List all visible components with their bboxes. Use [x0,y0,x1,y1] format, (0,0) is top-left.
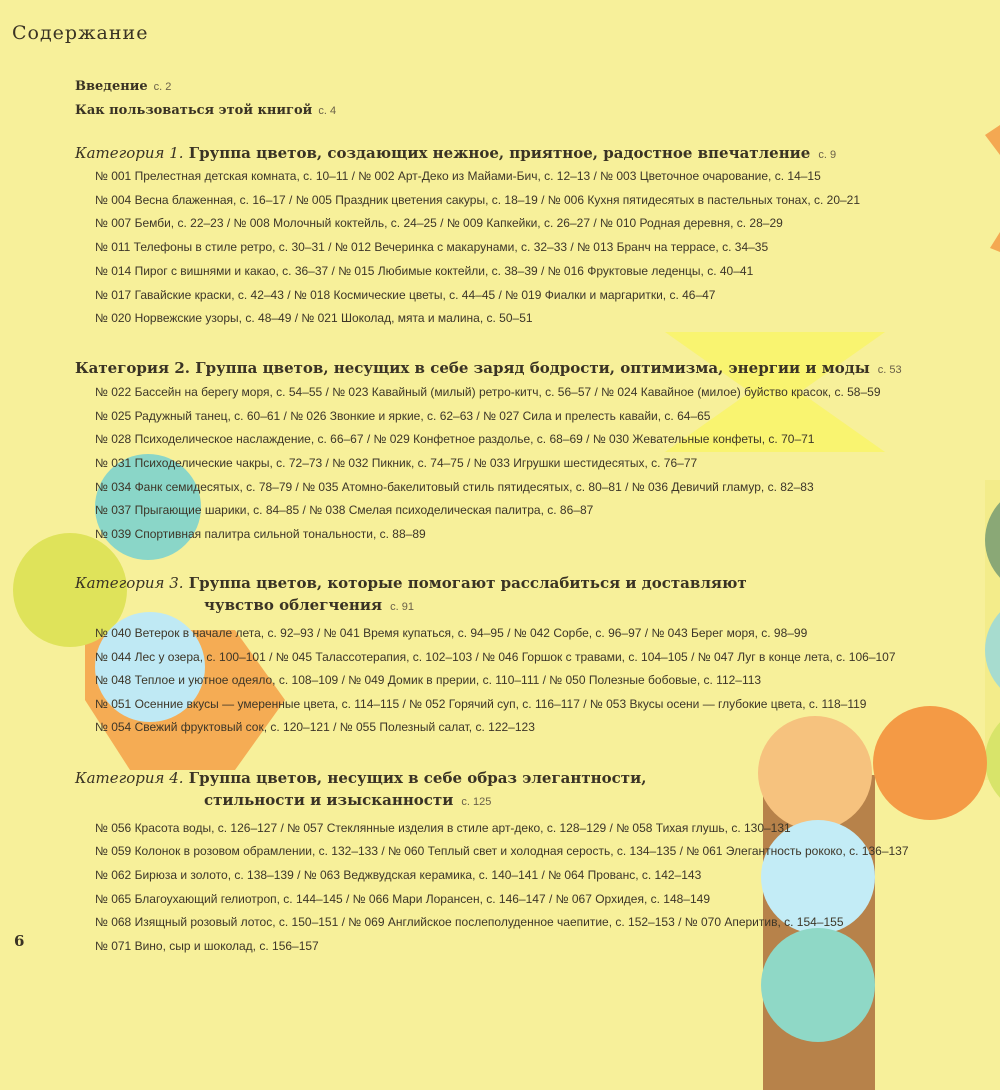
toc-line: № 031 Психоделические чакры, с. 72–73 / № 032 Пикник, с. 74–75 / № 033 Игрушки шестидесятых, с. 76–77 [95,456,698,470]
peach-circle-br [758,716,872,830]
toc-line: № 022 Бассейн на берегу моря, с. 54–55 / № 023 Кавайный (милый) ретро-китч, с. 56–57 / № 024 Кавайное (милое) буйство красок, с. 58–59 [95,385,881,399]
category-page: с. 125 [461,796,492,808]
category-prefix: Категория 3. [75,574,184,592]
toc-line: № 062 Бирюза и золото, с. 138–139 / № 063 Веджвудская керамика, с. 140–141 / № 064 Прованс, с. 142–143 [95,868,702,882]
toc-entry-page: с. 4 [318,105,337,117]
toc-line: № 054 Свежий фруктовый сок, с. 120–121 / № 055 Полезный салат, с. 122–123 [95,720,535,734]
toc-line: № 056 Красота воды, с. 126–127 / № 057 Стеклянные изделия в стиле арт-деко, с. 128–129 / № 058 Тихая глушь, с. 130–131 [95,821,791,835]
category-page: с. 91 [390,601,414,613]
toc-line: № 065 Благоухающий гелиотроп, с. 144–145 / № 066 Мари Лорансен, с. 146–147 / № 067 Орхидея, с. 148–149 [95,892,711,906]
orange-triangle-top [985,125,1000,155]
toc-line: № 068 Изящный розовый лотос, с. 150–151 / № 069 Английское послеполуденное чаепитие, с. 152–153 / № 070 Аперитив, с. 154–155 [95,915,844,929]
toc-line: № 037 Прыгающие шарики, с. 84–85 / № 038 Смелая психоделическая палитра, с. 86–87 [95,503,594,517]
toc-line: № 001 Прелестная детская комната, с. 10–11 / № 002 Арт-Деко из Майами-Бич, с. 12–13 / № 003 Цветочное очарование, с. 14–15 [95,169,821,183]
category-title: Группа цветов, создающих нежное, приятное, радостное впечатление [188,144,811,162]
category-title-cont: чувство облегчения [204,596,383,614]
category-title: Группа цветов, несущих в себе образ элегантности, [188,769,647,787]
orange-triangle-mid [990,232,1000,252]
category-prefix: Категория 4. [75,769,184,787]
toc-line: № 040 Ветерок в начале лета, с. 92–93 / № 041 Время купаться, с. 94–95 / № 042 Сорбе, с. 96–97 / № 043 Берег моря, с. 98–99 [95,626,808,640]
toc-entry-label: Введение [75,79,148,94]
toc-line: № 011 Телефоны в стиле ретро, с. 30–31 / № 012 Вечеринка с макарунами, с. 32–33 / № 013 Бранч на террасе, с. 34–35 [95,240,769,254]
category-1-heading [75,142,836,166]
category-3-heading [75,572,747,618]
category-2-heading [75,357,902,381]
toc-line: № 007 Бемби, с. 22–23 / № 008 Молочный коктейль, с. 24–25 / № 009 Капкейки, с. 26–27 / № 010 Родная деревня, с. 28–29 [95,216,783,230]
toc-line: № 071 Вино, сыр и шоколад, с. 156–157 [95,939,319,953]
category-prefix: Категория 1. [75,144,184,162]
category-page: с. 9 [818,149,837,161]
toc-entry-page: с. 2 [153,81,172,93]
category-title-cont: стильности и изысканности [204,791,454,809]
toc-line: № 044 Лес у озера, с. 100–101 / № 045 Талассотерапия, с. 102–103 / № 046 Горшок с травами, с. 104–105 / № 047 Луг в конце лета, с. 106–107 [95,650,896,664]
toc-entry-how-to-use [75,103,336,118]
toc-line: № 034 Фанк семидесятых, с. 78–79 / № 035 Атомно-бакелитовый стиль пятидесятых, с. 80–81 / № 036 Девичий гламур, с. 82–83 [95,480,814,494]
category-title: Группа цветов, несущих в себе заряд бодрости, оптимизма, энергии и моды [195,359,870,377]
toc-line: № 039 Спортивная палитра сильной тональности, с. 88–89 [95,527,426,541]
toc-entry-label: Как пользоваться этой книгой [75,103,313,118]
toc-entry-intro [75,79,171,94]
toc-line: № 048 Теплое и уютное одеяло, с. 108–109 / № 049 Домик в прерии, с. 110–111 / № 050 Полезные бобовые, с. 112–113 [95,673,762,687]
category-4-heading [75,767,646,813]
orange-circle-br [873,706,987,820]
toc-line: № 028 Психоделическое наслаждение, с. 66–67 / № 029 Конфетное раздолье, с. 68–69 / № 030 Жевательные конфеты, с. 70–71 [95,432,815,446]
toc-line: № 059 Колонок в розовом обрамлении, с. 132–133 / № 060 Теплый свет и холодная серость, с. 134–135 / № 061 Элегантность рококо, с. 136–137 [95,844,909,858]
page-number: 6 [14,932,25,950]
toc-line: № 051 Осенние вкусы — умеренные цвета, с. 114–115 / № 052 Горячий суп, с. 116–117 / № 053 Вкусы осени — глубокие цвета, с. 118–119 [95,697,867,711]
category-page: с. 53 [877,364,902,376]
toc-line: № 014 Пирог с вишнями и какао, с. 36–37 / № 015 Любимые коктейли, с. 38–39 / № 016 Фруктовые леденцы, с. 40–41 [95,264,754,278]
toc-line: № 025 Радужный танец, с. 60–61 / № 026 Звонкие и яркие, с. 62–63 / № 027 Сила и прелесть кавайи, с. 64–65 [95,409,711,423]
page-title: Содержание [12,22,149,44]
toc-line: № 004 Весна блаженная, с. 16–17 / № 005 Праздник цветения сакуры, с. 18–19 / № 006 Кухня пятидесятых в пастельных тонах, с. 20–21 [95,193,861,207]
category-prefix: Категория 2. [75,359,190,377]
toc-line: № 017 Гавайские краски, с. 42–43 / № 018 Космические цветы, с. 44–45 / № 019 Фиалки и маргаритки, с. 46–47 [95,288,716,302]
mint-circle-br [761,928,875,1042]
toc-line: № 020 Норвежские узоры, с. 48–49 / № 021 Шоколад, мята и малина, с. 50–51 [95,311,533,325]
category-title: Группа цветов, которые помогают расслабиться и доставляют [188,574,747,592]
